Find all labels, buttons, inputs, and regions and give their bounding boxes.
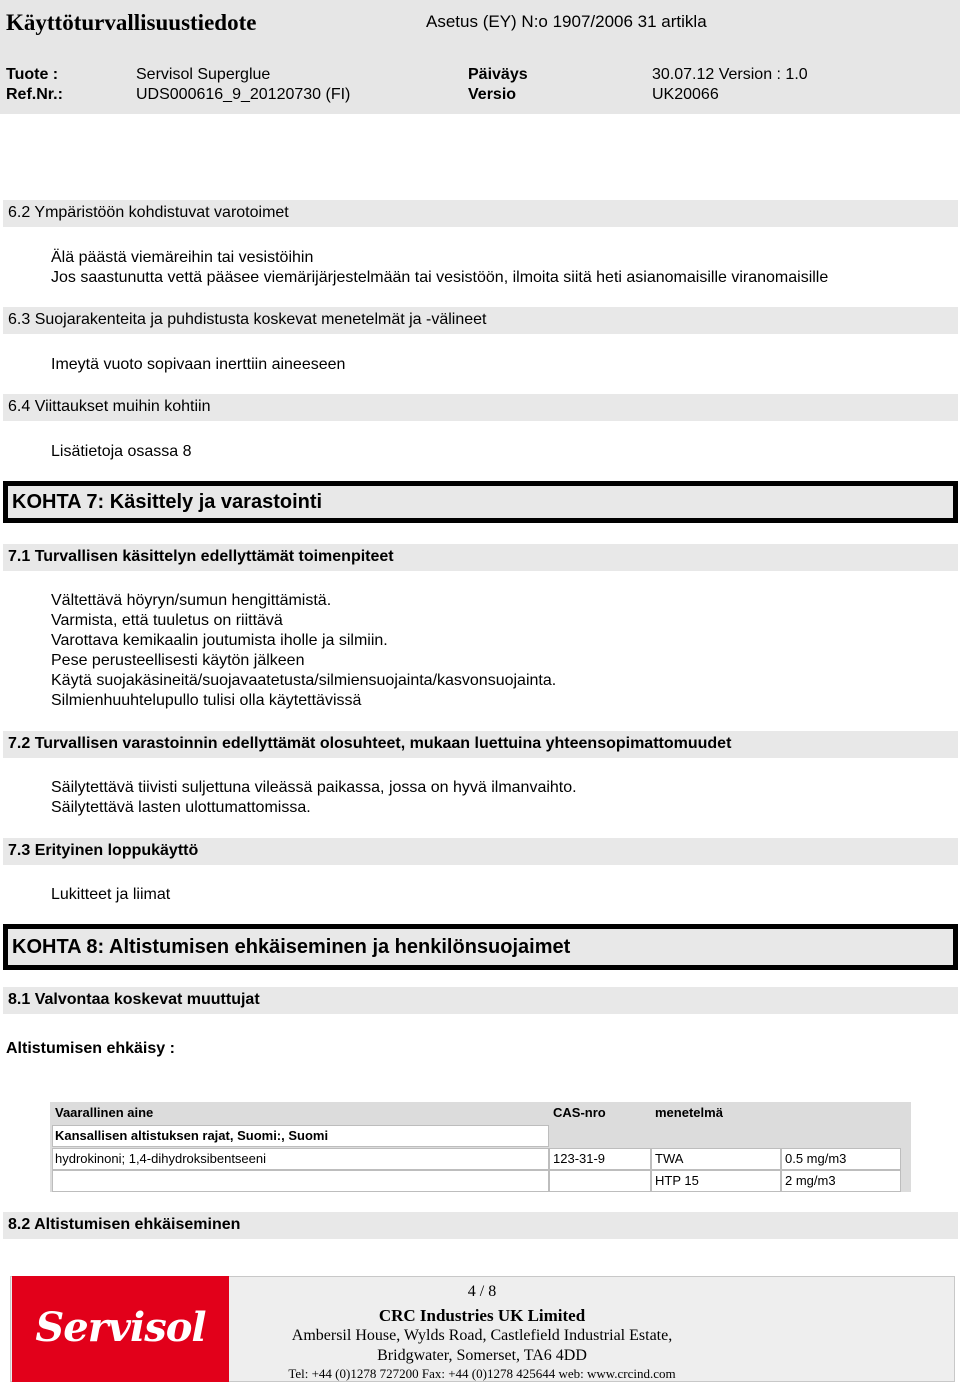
product-label: Tuote : — [6, 66, 59, 83]
row2-method: HTP 15 — [655, 1173, 699, 1188]
logo-wordmark: Servisol — [35, 1304, 206, 1351]
section-6-2-line-1: Älä päästä viemäreihin tai vesistöihin — [51, 249, 314, 266]
section-6-4-line-1: Lisätietoja osassa 8 — [51, 443, 192, 460]
section-8-title: KOHTA 8: Altistumisen ehkäiseminen ja henkilönsuojaimet — [3, 924, 958, 970]
section-7-1-line: Käytä suojakäsineitä/suojavaatetusta/silmiensuojainta/kasvonsuojainta. — [51, 672, 557, 689]
section-7-1-line: Pese perusteellisesti käytön jälkeen — [51, 652, 305, 669]
exposure-control-label: Altistumisen ehkäisy : — [6, 1040, 175, 1057]
column-header-cas: CAS-nro — [553, 1105, 606, 1120]
ref-value: UDS000616_9_20120730 (FI) — [136, 86, 351, 103]
table-row — [549, 1170, 651, 1192]
section-6-4-heading: 6.4 Viittaukset muihin kohtiin — [3, 394, 958, 421]
section-7-1-heading: 7.1 Turvallisen käsittelyn edellyttämät toimenpiteet — [3, 544, 958, 571]
exposure-limits-table — [50, 1102, 911, 1192]
servisol-logo — [12, 1276, 229, 1382]
row1-value: 0.5 mg/m3 — [785, 1151, 847, 1166]
section-6-2-heading: 6.2 Ympäristöön kohdistuvat varotoimet — [3, 200, 958, 227]
product-value: Servisol Superglue — [136, 66, 271, 83]
section-8-2-heading: 8.2 Altistumisen ehkäiseminen — [3, 1212, 958, 1239]
company-contact: Tel: +44 (0)1278 727200 Fax: +44 (0)1278 425644 web: www.crcind.com — [288, 1366, 676, 1381]
table-row — [52, 1170, 549, 1192]
section-7-title: KOHTA 7: Käsittely ja varastointi — [3, 481, 958, 523]
row1-substance: hydrokinoni; 1,4-dihydroksibentseeni — [55, 1151, 267, 1166]
page-number: 4 / 8 — [467, 1283, 497, 1300]
company-address-1: Ambersil House, Wylds Road, Castlefield Industrial Estate, — [291, 1327, 673, 1344]
section-7-2-heading: 7.2 Turvallisen varastoinnin edellyttämät olosuhteet, mukaan luettuina yhteensopimattomuudet — [3, 731, 958, 758]
company-name: CRC Industries UK Limited — [378, 1306, 586, 1325]
section-7-1-line: Vältettävä höyryn/sumun hengittämistä. — [51, 592, 332, 609]
section-6-2-line-2: Jos saastunutta vettä pääsee viemärijärjestelmään tai vesistöön, ilmoita siitä heti asianomaisille viranomaisille — [51, 269, 829, 286]
version-label: Versio — [468, 86, 517, 103]
table-group-title: Kansallisen altistuksen rajat, Suomi:, Suomi — [55, 1128, 329, 1143]
row1-cas: 123-31-9 — [553, 1151, 606, 1166]
section-6-3-line-1: Imeytä vuoto sopivaan inerttiin aineeseen — [51, 356, 346, 373]
row1-method: TWA — [655, 1151, 684, 1166]
row2-value: 2 mg/m3 — [785, 1173, 836, 1188]
section-7-3-line-1: Lukitteet ja liimat — [51, 886, 171, 903]
column-header-method: menetelmä — [655, 1105, 723, 1120]
date-value: 30.07.12 Version : 1.0 — [652, 66, 808, 83]
section-7-3-heading: 7.3 Erityinen loppukäyttö — [3, 838, 958, 865]
ref-label: Ref.Nr.: — [6, 86, 63, 103]
regulation-reference: Asetus (EY) N:o 1907/2006 31 artikla — [426, 12, 707, 31]
column-header-substance: Vaarallinen aine — [55, 1105, 154, 1120]
section-8-1-heading: 8.1 Valvontaa koskevat muuttujat — [3, 987, 958, 1014]
section-7-1-line: Varottava kemikaalin joutumista iholle ja silmiin. — [51, 632, 388, 649]
date-label: Päiväys — [468, 66, 528, 83]
document-title: Käyttöturvallisuustiedote — [6, 10, 257, 35]
version-value: UK20066 — [652, 86, 719, 103]
section-7-1-line: Silmienhuuhtelupullo tulisi olla käytettävissä — [51, 692, 362, 709]
section-7-2-line: Säilytettävä tiivisti suljettuna vileässä paikassa, jossa on hyvä ilmanvaihto. — [51, 779, 577, 796]
section-7-1-line: Varmista, että tuuletus on riittävä — [51, 612, 283, 629]
section-7-2-line: Säilytettävä lasten ulottumattomissa. — [51, 799, 311, 816]
company-address-2: Bridgwater, Somerset, TA6 4DD — [377, 1347, 587, 1364]
section-6-3-heading: 6.3 Suojarakenteita ja puhdistusta koskevat menetelmät ja -välineet — [3, 307, 958, 334]
